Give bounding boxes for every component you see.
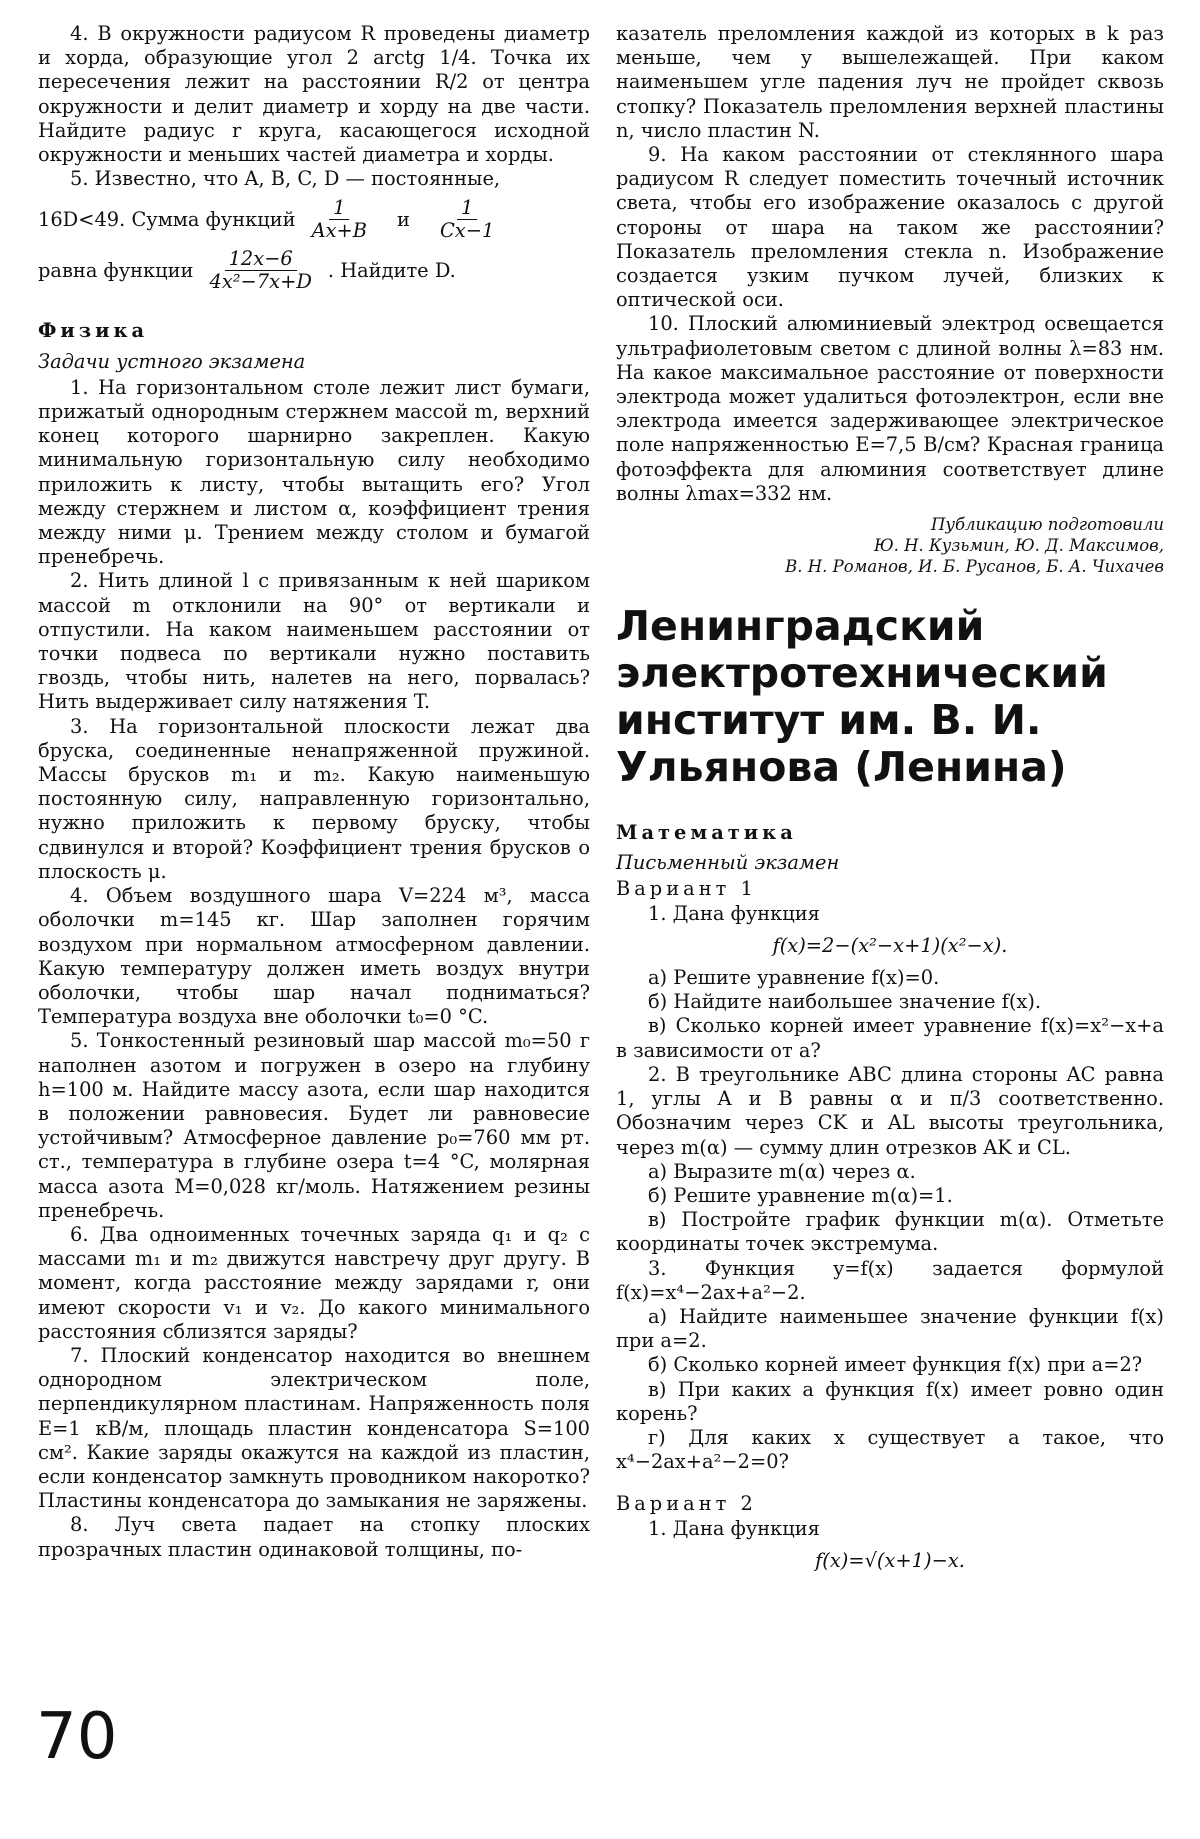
v1-problem-3-d: г) Для каких x существует a такое, что x⁴−2ax+a²−2=0?: [616, 1425, 1164, 1474]
v1-problem-2: 2. В треугольнике ABC длина стороны AC равна 1, углы A и B равны α и π/3 соответственно. Обозначим через CK и AL высоты треугольника, через m(α) — сумму длин отрезков AK и CL.: [616, 1062, 1164, 1159]
fraction-1-numerator: 1: [329, 197, 349, 220]
fraction-2-numerator: 1: [457, 197, 477, 220]
fraction-2: [436, 197, 498, 242]
v2-problem-1: 1. Дана функция: [648, 1516, 820, 1540]
page-number: 70: [36, 1700, 118, 1774]
v1-problem-2-b: б) Решите уравнение m(α)=1.: [648, 1183, 953, 1207]
v1-problem-3: 3. Функция y=f(x) задается формулой f(x)=x⁴−2ax+a²−2.: [616, 1256, 1164, 1304]
physics-problem-10: 10. Плоский алюминиевый электрод освещается ультрафиолетовым светом с длиной волны λ=83 нм. На какое максимальное расстояние от поверхности электрода может удалиться фотоэлектрон, если вне электрода имеется задерживающее электрическое поле напряженностью E=7,5 В/см? Красная граница фотоэффекта для алюминия соответствует длине волны λmax=332 нм.: [616, 312, 1164, 505]
fraction-2-denominator: Cx−1: [439, 219, 495, 243]
credits-line-1: Публикацию подготовили: [931, 515, 1164, 535]
math-problem-5-line2: [38, 197, 590, 242]
v1-problem-2-a: а) Выразите m(α) через α.: [648, 1159, 916, 1183]
math-problem-5-text-2: равна функции: [38, 258, 194, 282]
math-problem-5-line3: [38, 248, 590, 293]
math-problem-5-text-3: . Найдите D.: [327, 258, 456, 282]
math-header: Математика: [616, 821, 797, 845]
fraction-1: [308, 197, 371, 242]
math-problem-5-text: 16D<49. Сумма функций: [38, 207, 296, 231]
physics-problem-8-continued: казатель преломления каждой из которых в k раз меньше, чем у вышележащей. При каком наименьшем угле падения луч не пройдет сквозь стопку? Показатель преломления верхней пластины n, число пластин N.: [616, 22, 1164, 142]
v1-problem-1-formula: f(x)=2−(x²−x+1)(x²−x).: [772, 933, 1008, 957]
fraction-3-numerator: 12x−6: [225, 248, 297, 271]
physics-problem-2: 2. Нить длиной l с привязанным к ней шариком массой m отклонили на 90° от вертикали и отпустили. На каком наименьшем расстоянии от точки подвеса по вертикали нужно поставить гвоздь, чтобы нить, налетев на него, порвалась? Нить выдерживает силу натяжения T.: [38, 569, 590, 714]
physics-problem-8: 8. Луч света падает на стопку плоских прозрачных пластин одинаковой толщины, по-: [38, 1513, 590, 1561]
credits-line-2: Ю. Н. Кузьмин, Ю. Д. Максимов,: [873, 536, 1164, 556]
v1-problem-1-a: а) Решите уравнение f(x)=0.: [648, 966, 940, 990]
fraction-3-denominator: 4x²−7x+D: [209, 270, 312, 294]
math-problem-5-line1: 5. Известно, что A, B, C, D — постоянные,: [70, 167, 501, 191]
fraction-1-denominator: Ax+B: [311, 219, 367, 243]
math-problem-4: 4. В окружности радиусом R проведены диаметр и хорда, образующие угол 2 arctg 1/4. Точка их пересечения лежит на расстоянии R/2 от центра окружности и делит диаметр и хорду на две части. Найдите радиус r круга, касающегося исходной окружности и меньших частей диаметра и хорды.: [38, 22, 590, 167]
right-column: [616, 22, 1164, 1581]
physics-problem-4: 4. Объем воздушного шара V=224 м³, масса оболочки m=145 кг. Шар заполнен горячим воздухом при нормальном атмосферном давлении. Какую температуру должен иметь воздух внутри оболочки, чтобы шар начал подниматься? Температура воздуха вне оболочки t₀=0 °C.: [38, 884, 590, 1029]
variant-1-header: Вариант 1: [616, 877, 757, 901]
physics-problem-1: 1. На горизонтальном столе лежит лист бумаги, прижатый однородным стержнем массой m, верхний конец которого шарнирно закреплен. Какую минимальную горизонтальную силу необходимо приложить к листу, чтобы вытащить его? Угол между стержнем и листом α, коэффициент трения между ними μ. Трением между столом и бумагой пренебречь.: [38, 375, 590, 569]
v1-problem-1: 1. Дана функция: [648, 901, 820, 925]
oral-exam-header: Задачи устного экзамена: [38, 349, 306, 373]
v1-problem-3-b: б) Сколько корней имеет функция f(x) при a=2?: [648, 1353, 1143, 1377]
v2-problem-1-formula: f(x)=√(x+1)−x.: [815, 1548, 965, 1572]
written-exam-header: Письменный экзамен: [616, 851, 840, 875]
credits-line-3: В. Н. Романов, И. Б. Русанов, Б. А. Чихачев: [785, 557, 1164, 577]
variant-2-header: Вариант 2: [616, 1492, 757, 1516]
physics-problem-7: 7. Плоский конденсатор находится во внешнем однородном электрическом поле, перпендикулярном пластинам. Напряженность поля E=1 кВ/м, площадь пластин конденсатора S=100 см². Какие заряды окажутся на каждой из пластин, если конденсатор замкнуть проводником накоротко? Пластины конденсатора до замыкания не заряжены.: [38, 1343, 590, 1513]
physics-header: Физика: [38, 319, 149, 343]
v1-problem-2-c: в) Постройте график функции m(α). Отметьте координаты точек экстремума.: [616, 1208, 1164, 1256]
v1-problem-3-a: а) Найдите наименьшее значение функции f(x) при a=2.: [616, 1304, 1164, 1353]
physics-problem-6: 6. Два одноименных точечных заряда q₁ и q₂ с массами m₁ и m₂ движутся навстречу друг другу. В момент, когда расстояние между зарядами r, они имеют скорости v₁ и v₂. До какого минимального расстояния сблизятся заряды?: [38, 1222, 590, 1343]
fraction-3: [206, 248, 316, 293]
physics-problem-3: 3. На горизонтальной плоскости лежат два бруска, соединенные ненапряженной пружиной. Массы брусков m₁ и m₂. Какую наименьшую постоянную силу, направленную горизонтально, нужно приложить к первому бруску, чтобы сдвинулся и второй? Коэффициент трения брусков о плоскость μ.: [38, 714, 590, 883]
left-column: [38, 22, 590, 1562]
institute-title: Ленинградский электротехнический институт им. В. И. Ульянова (Ленина): [616, 602, 1108, 792]
physics-problem-5: 5. Тонкостенный резиновый шар массой m₀=50 г наполнен азотом и погружен в озеро на глубину h=100 м. Найдите массу азота, если шар находится в положении равновесия. Будет ли равновесие устойчивым? Атмосферное давление p₀=760 мм рт. ст., температура в глубине озера t=4 °C, молярная масса азота M=0,028 кг/моль. Натяжением резины пренебречь.: [38, 1029, 590, 1222]
v1-problem-1-c: в) Сколько корней имеет уравнение f(x)=x²−x+a в зависимости от a?: [616, 1014, 1164, 1062]
conjunction: и: [397, 207, 410, 231]
v1-problem-1-b: б) Найдите наибольшее значение f(x).: [648, 990, 1042, 1014]
v1-problem-3-c: в) При каких a функция f(x) имеет ровно один корень?: [616, 1377, 1164, 1425]
physics-problem-9: 9. На каком расстоянии от стеклянного шара радиусом R следует поместить точечный источник света, чтобы его изображение оказалось с другой стороны от шара на таком же расстоянии? Показатель преломления стекла n. Изображение создается узким пучком лучей, близких к оптической оси.: [616, 143, 1164, 312]
